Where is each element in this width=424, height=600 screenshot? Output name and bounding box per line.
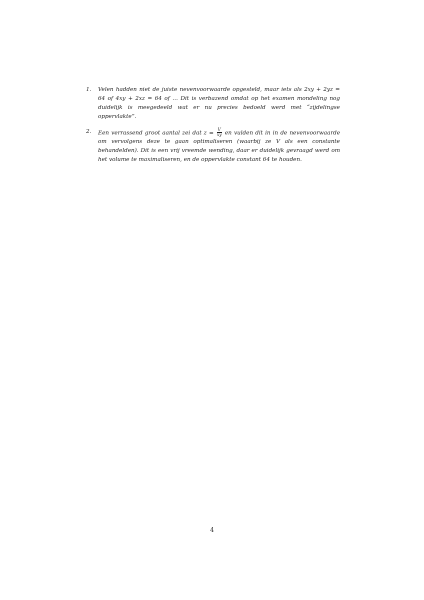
remark-item <box>86 128 340 165</box>
remarks-list <box>86 86 340 165</box>
remark-number: 1. <box>86 87 92 93</box>
remark-text-after: en vulden dit in in de nevenvoorwaarde om vervolgens deze te gaan optimaliseren (waarbij ze V als een constante behandelden). Dit is een vrij vreemde wending, daar er duidelijk gevraagd werd om het volume te maximaliseren, en de oppervlakte constant 64 te houden. <box>98 130 341 164</box>
remark-item <box>86 86 340 122</box>
remark-text-before: Een verrassend groot aantal zei dat z = <box>98 130 214 137</box>
fraction-v-over-xy <box>217 128 222 138</box>
fraction-denominator: xy <box>216 132 222 138</box>
remark-text: Velen hadden niet de juiste nevenvoorwaarde opgesteld, maar iets als 2xy + 2yz = 64 of 4xy + 2xz = 64 of … Dit is verbazend omdat op het examen mondeling nog duidelijk is meegedeeld wat er nu precies bedoeld werd met “zijdelingse oppervlakte”. <box>98 87 340 120</box>
fraction-numerator: V <box>217 127 221 132</box>
page-number: 4 <box>210 527 214 534</box>
remark-number: 2. <box>86 129 92 135</box>
